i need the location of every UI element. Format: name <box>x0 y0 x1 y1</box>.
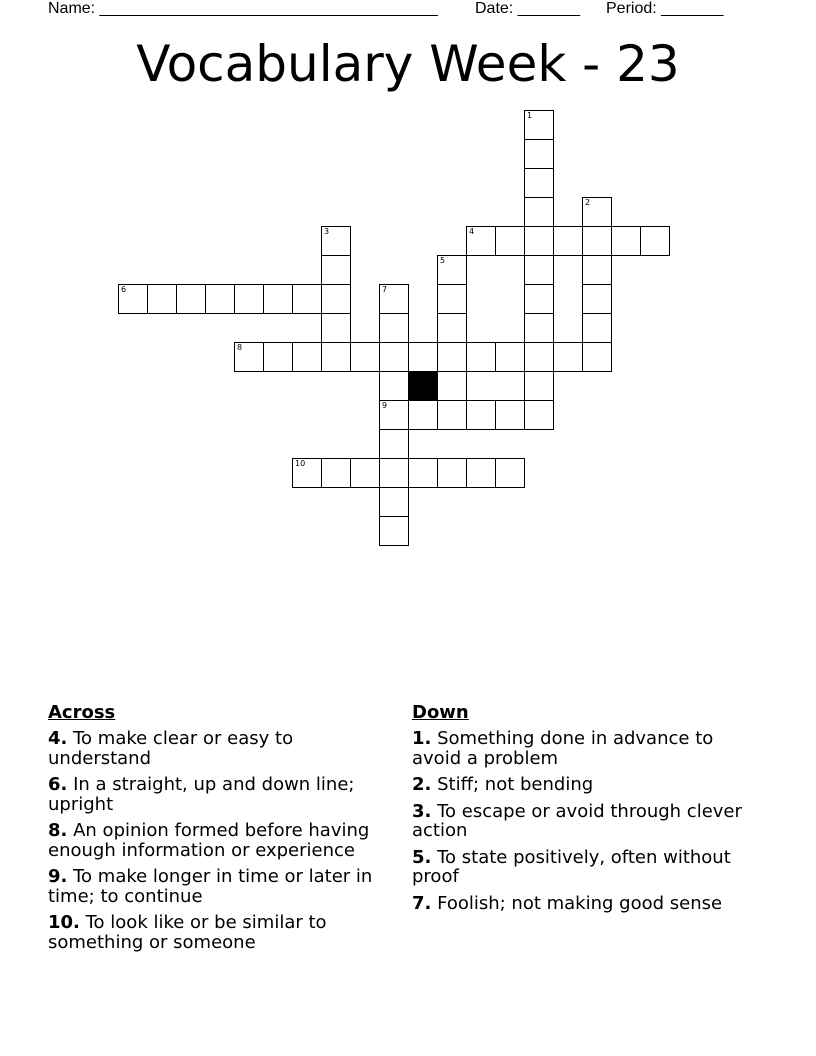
cell-number: 10 <box>295 459 306 468</box>
grid-cell[interactable] <box>524 255 554 285</box>
grid-cell[interactable] <box>466 400 496 430</box>
across-clues <box>48 702 388 959</box>
grid-cell[interactable] <box>350 342 380 372</box>
grid-cell[interactable] <box>321 255 351 285</box>
grid-cell[interactable] <box>437 313 467 343</box>
grid-cell[interactable] <box>379 429 409 459</box>
grid-cell[interactable] <box>640 226 670 256</box>
grid-cell[interactable] <box>466 226 496 256</box>
grid-cell[interactable] <box>524 342 554 372</box>
grid-cell[interactable] <box>292 284 322 314</box>
grid-cell[interactable] <box>437 458 467 488</box>
grid-cell[interactable] <box>524 284 554 314</box>
grid-cell[interactable] <box>437 371 467 401</box>
clue-text: To make clear or easy to understand <box>48 728 294 769</box>
grid-cell[interactable] <box>495 342 525 372</box>
grid-cell[interactable] <box>582 284 612 314</box>
clue-text: To make longer in time or later in time; to continue <box>48 866 373 907</box>
cell-number: 1 <box>527 111 533 120</box>
grid-cell[interactable] <box>437 284 467 314</box>
grid-cell[interactable] <box>205 284 235 314</box>
date-field-label[interactable]: Date: _______ <box>475 0 580 17</box>
clue-number: 6. <box>48 774 68 795</box>
grid-cell[interactable] <box>408 342 438 372</box>
clue-across-4 <box>48 729 388 768</box>
grid-cell[interactable] <box>553 342 583 372</box>
grid-cell[interactable] <box>524 168 554 198</box>
clue-across-6 <box>48 775 388 814</box>
cell-number: 8 <box>237 343 243 352</box>
clue-down-2 <box>412 775 752 795</box>
cell-number: 4 <box>469 227 475 236</box>
clue-text: To state positively, often without proof <box>412 846 731 887</box>
cell-number: 7 <box>382 285 388 294</box>
clue-number: 3. <box>412 800 432 822</box>
grid-cell[interactable] <box>466 342 496 372</box>
grid-cell[interactable] <box>292 458 322 488</box>
grid-cell[interactable] <box>495 226 525 256</box>
grid-cell[interactable] <box>147 284 177 314</box>
grid-cell[interactable] <box>582 313 612 343</box>
grid-cell[interactable] <box>350 458 380 488</box>
grid-cell[interactable] <box>379 342 409 372</box>
clue-number: 9. <box>48 866 68 887</box>
grid-cell[interactable] <box>437 400 467 430</box>
grid-cell[interactable] <box>263 284 293 314</box>
clue-down-1 <box>412 729 752 768</box>
cell-number: 6 <box>121 285 127 294</box>
clue-across-10 <box>48 913 388 952</box>
grid-cell[interactable] <box>524 197 554 227</box>
down-clues <box>412 702 752 920</box>
clue-text: An opinion formed before having enough information or experience <box>48 820 370 861</box>
grid-cell[interactable] <box>437 255 467 285</box>
grid-cell[interactable] <box>292 342 322 372</box>
clue-number: 10. <box>48 912 80 933</box>
grid-block-cell <box>408 371 438 401</box>
grid-cell[interactable] <box>495 400 525 430</box>
grid-cell[interactable] <box>176 284 206 314</box>
grid-cell[interactable] <box>379 400 409 430</box>
grid-cell[interactable] <box>582 342 612 372</box>
grid-cell[interactable] <box>408 458 438 488</box>
grid-cell[interactable] <box>408 400 438 430</box>
down-heading: Down <box>412 702 469 723</box>
grid-cell[interactable] <box>582 197 612 227</box>
grid-cell[interactable] <box>524 139 554 169</box>
grid-cell[interactable] <box>582 226 612 256</box>
grid-cell[interactable] <box>321 342 351 372</box>
clue-text: To look like or be similar to something or someone <box>48 912 327 953</box>
grid-cell[interactable] <box>321 284 351 314</box>
clue-across-8 <box>48 821 388 860</box>
grid-cell[interactable] <box>379 284 409 314</box>
grid-cell[interactable] <box>524 110 554 140</box>
clue-down-7 <box>412 894 752 914</box>
grid-cell[interactable] <box>466 458 496 488</box>
grid-cell[interactable] <box>582 255 612 285</box>
clue-text: In a straight, up and down line; upright <box>48 774 355 815</box>
clue-number: 1. <box>412 728 432 749</box>
clue-down-3 <box>412 802 752 841</box>
grid-cell[interactable] <box>524 226 554 256</box>
page-title: Vocabulary Week - 23 <box>136 35 680 93</box>
clue-number: 7. <box>412 892 432 914</box>
grid-cell[interactable] <box>379 371 409 401</box>
grid-cell[interactable] <box>437 342 467 372</box>
clue-text: To escape or avoid through clever action <box>412 800 742 841</box>
cell-number: 2 <box>585 198 591 207</box>
across-heading: Across <box>48 702 116 723</box>
clue-down-5 <box>412 848 752 887</box>
clue-text: Foolish; not making good sense <box>437 892 723 914</box>
grid-cell[interactable] <box>611 226 641 256</box>
clue-number: 5. <box>412 846 432 868</box>
grid-cell[interactable] <box>118 284 148 314</box>
grid-cell[interactable] <box>553 226 583 256</box>
grid-cell[interactable] <box>321 226 351 256</box>
grid-cell[interactable] <box>321 313 351 343</box>
period-field-label[interactable]: Period: _______ <box>606 0 724 17</box>
cell-number: 3 <box>324 227 330 236</box>
grid-cell[interactable] <box>524 371 554 401</box>
clue-number: 8. <box>48 820 68 841</box>
grid-cell[interactable] <box>321 458 351 488</box>
grid-cell[interactable] <box>495 458 525 488</box>
grid-cell[interactable] <box>263 342 293 372</box>
grid-cell[interactable] <box>234 284 264 314</box>
clue-text: Something done in advance to avoid a problem <box>412 728 714 769</box>
grid-cell[interactable] <box>379 458 409 488</box>
cell-number: 5 <box>440 256 446 265</box>
clue-text: Stiff; not bending <box>437 774 594 795</box>
clue-number: 2. <box>412 774 432 795</box>
grid-cell[interactable] <box>379 516 409 546</box>
grid-cell[interactable] <box>234 342 264 372</box>
cell-number: 9 <box>382 401 388 410</box>
grid-cell[interactable] <box>379 487 409 517</box>
grid-cell[interactable] <box>379 313 409 343</box>
grid-cell[interactable] <box>524 313 554 343</box>
clue-number: 4. <box>48 728 68 749</box>
grid-cell[interactable] <box>524 400 554 430</box>
name-field-label[interactable]: Name: ______________________________________ <box>48 0 438 17</box>
clue-across-9 <box>48 867 388 906</box>
